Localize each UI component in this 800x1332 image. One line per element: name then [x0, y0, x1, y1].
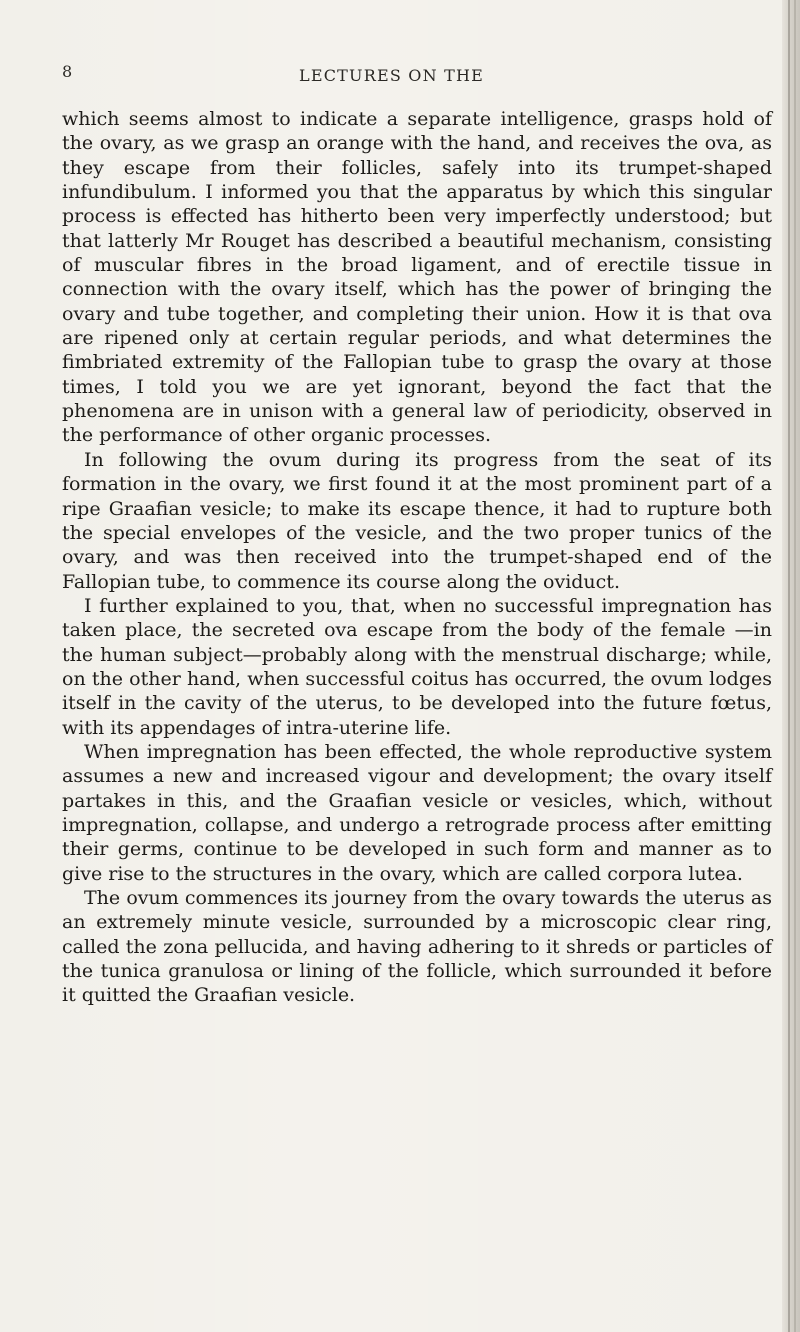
paragraph-2: In following the ovum during its progress from the seat of its formation in the ovary, we first found it at the most prominent part of a ripe Graafian vesicle; to make its escape thence, it had to rupture both the special envelopes of the vesicle, and the two proper tunics of the ovary, and was then received into the trumpet-shaped end of the Fallopian tube, to commence its course along the oviduct. [62, 448, 772, 593]
paragraph-1: which seems almost to indicate a separate intelligence, grasps hold of the ovary, as we grasp an orange with the hand, and receives the ova, as they escape from their follicles, safely into its trumpet-shaped infundibulum. I informed you that the apparatus by which this singular process is effected has hitherto been very imperfectly understood; but that latterly Mr Rouget has described a beautiful mechanism, consisting of muscular fibres in the broad ligament, and of erectile tissue in connection with the ovary itself, which has the power of bringing the ovary and tube together, and completing their union. How it is that ova are ripened only at certain regular periods, and what determines the fimbriated extremity of the Fallopian tube to grasp the ovary at those times, I told you we are yet ignorant, beyond the fact that the phenomena are in unison with a general law of periodicity, observed in the performance of other organic processes. [62, 108, 772, 447]
page-edge-line-secondary [794, 0, 796, 1332]
running-head: LECTURES ON THE [299, 66, 484, 85]
paragraph-4: When impregnation has been effected, the whole reproductive system assumes a new and increased vigour and development; the ovary itself partakes in this, and the Graafian vesicle or vesicles, which, without impregnation, collapse, and undergo a retrograde process after emitting their germs, continue to be developed in such form and manner as to give rise to the structures in the ovary, which are called corpora lutea. [62, 740, 772, 885]
page-edge-line [788, 0, 790, 1332]
paragraph-5: The ovum commences its journey from the ovary towards the uterus as an extremely minute vesicle, surrounded by a microscopic clear ring, called the zona pellucida, and having adhering to it shreds or particles of the tunica granulosa or lining of the follicle, which surrounded it before it quitted the Graafian vesicle. [62, 887, 772, 1007]
page-edge-shadow [782, 0, 800, 1332]
page-number: 8 [62, 62, 73, 81]
page-header [0, 63, 782, 91]
body-text [62, 107, 772, 1008]
paragraph-3: I further explained to you, that, when no successful impregnation has taken place, the secreted ova escape from the body of the female —in the human subject—probably along with the menstrual discharge; while, on the other hand, when successful coitus has occurred, the ovum lodges itself in the cavity of the uterus, to be developed into the future fœtus, with its appendages of intra-uterine life. [62, 594, 772, 739]
